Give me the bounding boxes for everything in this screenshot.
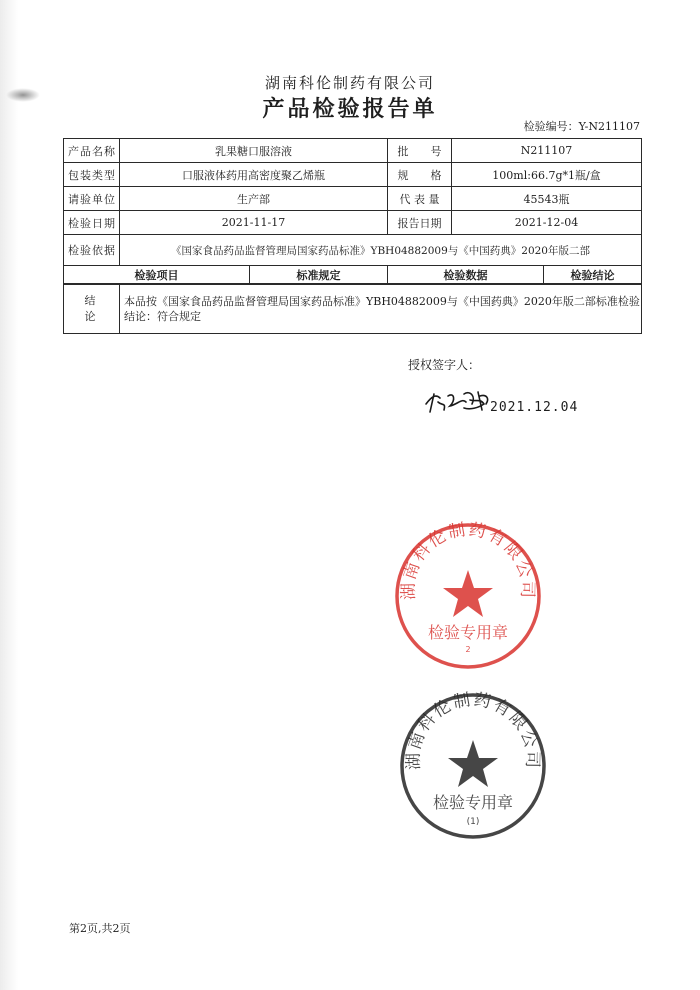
- requester-label: 请验单位: [64, 187, 120, 211]
- report-title: 产品检验报告单: [262, 97, 438, 122]
- black-inspection-seal: [397, 690, 549, 842]
- page-number: 第2页,共2页: [69, 922, 131, 935]
- table-header-row: [64, 266, 642, 285]
- basis-value: 《国家食品药品监督管理局国家药品标准》YBH04882009与《中国药典》2020年版二部: [120, 235, 642, 266]
- report-date-label: 报告日期: [388, 211, 452, 235]
- col-header-conclusion: 检验结论: [544, 266, 642, 285]
- conclusion-line: 本品按《国家食品药品监督管理局国家药品标准》YBH04882009与《中国药典》2020年版二部标准检验: [124, 295, 640, 308]
- svg-text:湖南科伦制药有限公司: 湖南科伦制药有限公司: [398, 520, 538, 601]
- package-value: 口服液体药用高密度聚乙烯瓶: [120, 163, 388, 187]
- product-name-label: 产品名称: [64, 139, 120, 163]
- table-row: [64, 163, 642, 187]
- spec-label: 规 格: [388, 163, 452, 187]
- report-number: 检验编号：Y-N211107: [523, 120, 640, 133]
- conclusion-text: [120, 284, 642, 334]
- table-row: [64, 139, 642, 163]
- signer-label: 授权签字人：: [408, 358, 481, 372]
- report-date-value: 2021-12-04: [452, 211, 642, 235]
- svg-text:2: 2: [465, 645, 471, 654]
- inspection-table: [63, 138, 642, 334]
- table-row: [64, 235, 642, 266]
- product-name-value: 乳果糖口服溶液: [120, 139, 388, 163]
- inspect-date-value: 2021-11-17: [120, 211, 388, 235]
- svg-text:检验专用章: 检验专用章: [427, 623, 509, 642]
- basis-label: 检验依据: [64, 235, 120, 266]
- table-row: [64, 211, 642, 235]
- table-row: [64, 187, 642, 211]
- sample-label: 代 表 量: [388, 187, 452, 211]
- signature-date: 2021.12.04: [490, 400, 579, 415]
- table-row: [64, 284, 642, 334]
- svg-text:湖南科伦制药有限公司: 湖南科伦制药有限公司: [403, 690, 543, 771]
- scan-edge-shadow: [0, 0, 18, 990]
- svg-text:(1): (1): [466, 817, 480, 827]
- inspect-date-label: 检验日期: [64, 211, 120, 235]
- red-inspection-seal: [392, 520, 544, 672]
- company-name: 湖南科伦制药有限公司: [264, 74, 435, 92]
- conclusion-result: 结论：符合规定: [124, 310, 201, 323]
- col-header-data: 检验数据: [388, 266, 544, 285]
- spec-value: 100ml:66.7g*1瓶/盒: [452, 163, 642, 187]
- sample-value: 45543瓶: [452, 187, 642, 211]
- svg-text:检验专用章: 检验专用章: [432, 793, 514, 812]
- conclusion-label: 结 论: [64, 284, 120, 334]
- batch-value: N211107: [452, 139, 642, 163]
- requester-value: 生产部: [120, 187, 388, 211]
- col-header-item: 检验项目: [64, 266, 250, 285]
- package-label: 包装类型: [64, 163, 120, 187]
- col-header-standard: 标准规定: [250, 266, 388, 285]
- batch-label: 批 号: [388, 139, 452, 163]
